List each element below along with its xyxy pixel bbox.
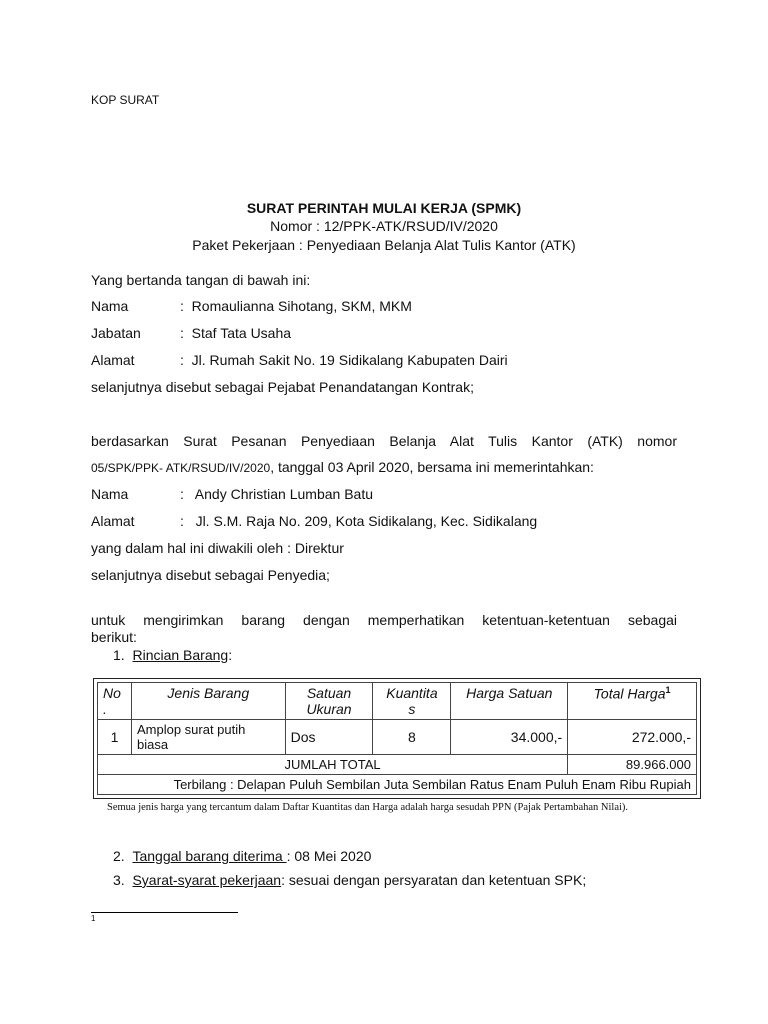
signer-closing: selanjutnya disebut sebagai Pejabat Penandatangan Kontrak; <box>91 379 474 395</box>
field-value: : Staf Tata Usaha <box>180 325 292 341</box>
work-package: Paket Pekerjaan : Penyediaan Belanja Alat Tulis Kantor (ATK) <box>192 237 576 253</box>
terms-line-2: berikut: <box>91 629 137 645</box>
kop-surat: KOP SURAT <box>91 93 160 107</box>
table-header-row <box>98 683 697 720</box>
represented-by: yang dalam hal ini diwakili oleh : Direktur <box>91 540 344 556</box>
order-reference: 05/SPK/PPK- ATK/RSUD/IV/2020 <box>91 461 271 475</box>
field-value: : Romaulianna Sihotang, SKM, MKM <box>180 298 412 314</box>
signer-intro: Yang bertanda tangan di bawah ini: <box>91 272 311 288</box>
col-header-unit: Satuan Ukuran <box>285 683 373 720</box>
cell-unit-price: 34.000,- <box>451 720 568 755</box>
col-header-total: Total Harga$^1$ <box>568 683 697 720</box>
footnote-separator <box>91 912 238 913</box>
total-label: JUMLAH TOTAL <box>98 755 568 775</box>
terms-line-1: untuk mengirimkan barang dengan memperhatikan ketentuan-ketentuan sebagai <box>91 612 677 628</box>
col-header-item: Jenis Barang <box>131 683 285 720</box>
cell-unit: Dos <box>285 720 373 755</box>
items-table <box>97 682 697 795</box>
document-number: Nomor : 12/PPK-ATK/RSUD/IV/2020 <box>270 218 498 234</box>
cell-quantity: 8 <box>373 720 451 755</box>
col-header-no: No . <box>98 683 132 720</box>
cell-item: Amplop surat putih biasa <box>131 720 285 755</box>
cell-total: 272.000,- <box>568 720 697 755</box>
table-row <box>98 720 697 755</box>
basis-line-1: berdasarkan Surat Pesanan Penyediaan Belanja Alat Tulis Kantor (ATK) nomor <box>91 433 677 449</box>
field-label: Alamat <box>91 513 135 529</box>
field-value: : Andy Christian Lumban Batu <box>180 486 374 502</box>
document-title: SURAT PERINTAH MULAI KERJA (SPMK) <box>246 200 522 216</box>
total-row <box>98 755 697 775</box>
provider-closing: selanjutnya disebut sebagai Penyedia; <box>91 567 330 583</box>
field-label: Nama <box>91 298 129 314</box>
field-label: Alamat <box>91 352 135 368</box>
cell-no: 1 <box>98 720 132 755</box>
field-value: : Jl. S.M. Raja No. 209, Kota Sidikalang, Kec. Sidikalang <box>180 513 538 529</box>
amount-in-words-row <box>98 775 697 795</box>
amount-in-words: Terbilang : Delapan Puluh Sembilan Juta Sembilan Ratus Enam Puluh Enam Ribu Rupiah <box>98 775 697 795</box>
footnote-mark: 1 <box>91 914 96 923</box>
price-note: Semua jenis harga yang tercantum dalam Daftar Kuantitas dan Harga adalah harga sesudah PPN (Pajak Pertambahan Nilai). <box>107 802 629 813</box>
field-value: : Jl. Rumah Sakit No. 19 Sidikalang Kabupaten Dairi <box>180 352 508 368</box>
list-item: 3. Syarat-syarat pekerjaan: sesuai dengan persyaratan dan ketentuan SPK; <box>113 872 587 888</box>
list-item: 1. Rincian Barang: <box>113 647 233 663</box>
col-header-unit-price: Harga Satuan <box>451 683 568 720</box>
total-value: 89.966.000 <box>568 755 697 775</box>
list-item: 2. Tanggal barang diterima : 08 Mei 2020 <box>113 848 372 864</box>
field-label: Jabatan <box>91 325 141 341</box>
col-header-quantity: Kuantita s <box>373 683 451 720</box>
basis-line-2: 05/SPK/PPK- ATK/RSUD/IV/2020, tanggal 03 April 2020, bersama ini memerintahkan: <box>91 459 594 475</box>
field-label: Nama <box>91 486 129 502</box>
